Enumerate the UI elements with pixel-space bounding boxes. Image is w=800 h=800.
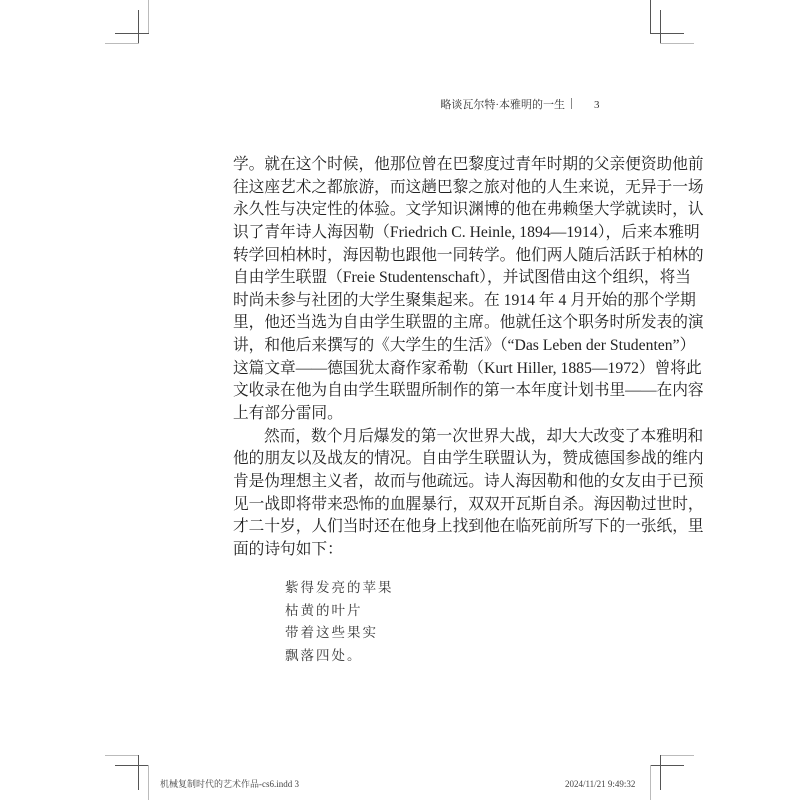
slug-file-name: 机械复制时代的艺术作品-cs6.indd 3 xyxy=(160,779,299,789)
body-text xyxy=(233,154,704,562)
text-line: 上有部分雷同。 xyxy=(233,405,343,423)
crop-mark xyxy=(105,43,139,44)
text-line: 见一战即将带来恐怖的血腥暴行，双双开瓦斯自杀。海因勒过世时， xyxy=(233,495,704,513)
running-header xyxy=(440,98,572,112)
poem-line: 飘落四处。 xyxy=(285,647,363,663)
text-line: 才二十岁，人们当时还在他身上找到他在临死前所写下的一张纸，里 xyxy=(233,518,704,536)
crop-mark xyxy=(650,33,684,34)
crop-mark xyxy=(650,0,651,33)
text-line: 肯是伪理想主义者，故而与他疏远。诗人海因勒和他的女友由于已预 xyxy=(233,472,704,490)
poem-quote xyxy=(285,577,394,667)
crop-mark xyxy=(148,0,149,33)
poem-line: 带着这些果实 xyxy=(285,625,378,640)
text-line: 转学回柏林时，海因勒也跟他一同转学。他们两人随后活跃于柏林的 xyxy=(233,246,704,264)
text-line: 文收录在他为自由学生联盟所制作的第一本年度计划书里——在内容 xyxy=(233,382,704,400)
poem-line: 紫得发亮的苹果 xyxy=(285,580,394,595)
crop-mark xyxy=(660,755,661,790)
crop-mark xyxy=(138,10,139,44)
crop-mark xyxy=(105,755,139,756)
crop-mark xyxy=(115,765,149,766)
slug-timestamp: 2024/11/21 9:49:32 xyxy=(565,779,636,789)
text-line: 往这座艺术之都旅游，而这趟巴黎之旅对他的人生来说，无异于一场 xyxy=(233,178,704,196)
text-line: 里，他还当选为自由学生联盟的主席。他就任这个职务时所发表的演 xyxy=(233,314,704,332)
text-line: 讲，和他后来撰写的《大学生的生活》（“Das Leben der Studenten”） xyxy=(233,337,696,355)
text-line: 然而，数个月后爆发的第一次世界大战，却大大改变了本雅明和 xyxy=(264,427,704,445)
crop-mark xyxy=(138,755,139,790)
page-number: 3 xyxy=(594,99,600,111)
text-line: 他的朋友以及战友的情况。自由学生联盟认为，赞成德国参战的维内 xyxy=(233,450,704,468)
running-title: 略谈瓦尔特·本雅明的一生 xyxy=(440,99,565,111)
text-line: 学。就在这个时候，他那位曾在巴黎度过青年时期的父亲便资助他前 xyxy=(233,156,704,173)
text-line: 这篇文章——德国犹太裔作家希勒（Kurt Hiller, 1885—1972）曾将此 xyxy=(233,359,702,377)
text-line: 面的诗句如下： xyxy=(233,540,343,558)
text-line: 识了青年诗人海因勒（Friedrich C. Heinle, 1894—1914），后来本雅明 xyxy=(233,223,700,241)
crop-mark xyxy=(660,10,661,44)
crop-mark xyxy=(650,765,684,766)
crop-mark xyxy=(148,765,149,800)
crop-mark xyxy=(650,765,651,800)
header-divider xyxy=(571,98,572,109)
crop-mark xyxy=(660,43,694,44)
crop-mark xyxy=(115,33,149,34)
crop-mark xyxy=(660,755,694,756)
text-line: 永久性与决定性的体验。文学知识渊博的他在弗赖堡大学就读时，认 xyxy=(233,201,704,219)
text-line: 自由学生联盟（Freie Studentenschaft），并试图借由这个组织，将当 xyxy=(233,269,691,287)
text-line: 时尚未参与社团的大学生聚集起来。在 1914 年 4 月开始的那个学期 xyxy=(233,291,696,309)
poem-line: 枯黄的叶片 xyxy=(285,602,363,618)
